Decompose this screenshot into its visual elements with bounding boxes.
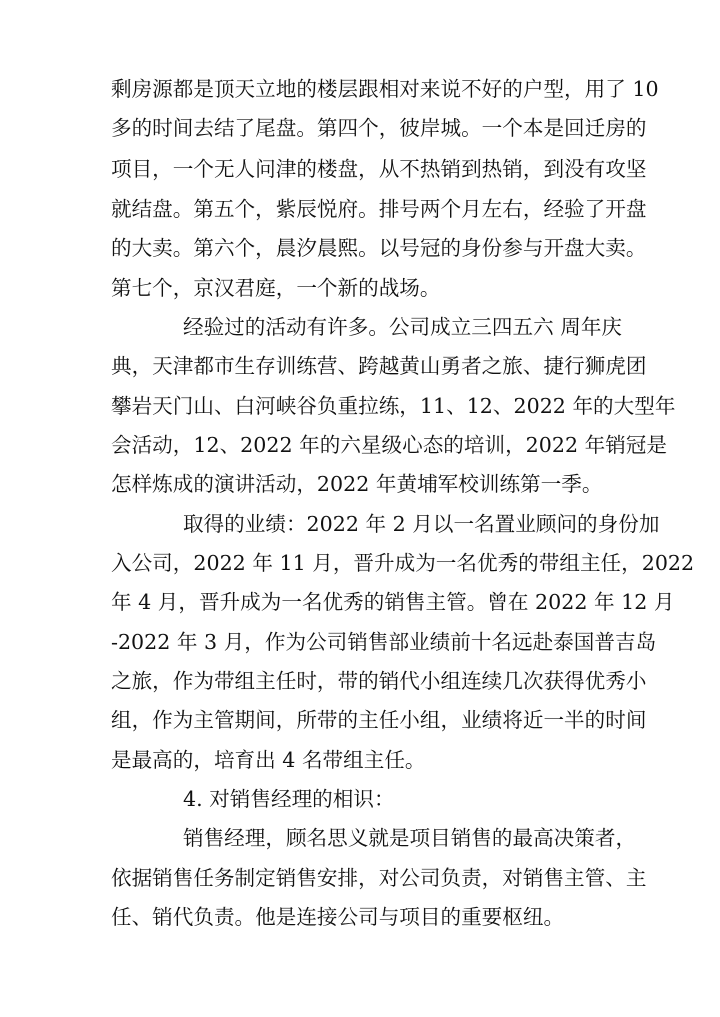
text-line: 怎样炼成的演讲活动，2022 年黄埔军校训练第一季。 [111, 472, 603, 496]
text-line: 年 4 月，晋升成为一名优秀的销售主管。曾在 2022 年 12 月 [111, 590, 675, 614]
paragraph-sales-manager: 销售经理，顾名思义就是项目销售的最高决策者， [183, 826, 637, 850]
text-line: 剩房源都是顶天立地的楼层跟相对来说不好的户型，用了 10 [111, 77, 659, 101]
text-line: 典，天津都市生存训练营、跨越黄山勇者之旅、捷行狮虎团 [111, 354, 647, 378]
text-line: 攀岩天门山、白河峡谷负重拉练，11、12、2022 年的大型年 [111, 394, 676, 418]
text-line: 多的时间去结了尾盘。第四个，彼岸城。一个本是回迁房的 [111, 116, 647, 140]
text-line: 是最高的，培育出 4 名带组主任。 [111, 748, 426, 772]
text-line: 第七个，京汉君庭，一个新的战场。 [111, 276, 441, 300]
section-heading: 4. 对销售经理的相识： [183, 787, 395, 811]
paragraph-achievements: 取得的业绩：2022 年 2 月以一名置业顾问的身份加 [183, 512, 660, 536]
text-line: 就结盘。第五个，紫辰悦府。排号两个月左右，经验了开盘 [111, 197, 647, 221]
text-line: 组，作为主管期间，所带的主任小组，业绩将近一半的时间 [111, 708, 647, 732]
text-line: 的大卖。第六个，晨汐晨熙。以号冠的身份参与开盘大卖。 [111, 236, 647, 260]
text-line: 任、销代负责。他是连接公司与项目的重要枢纽。 [111, 905, 565, 929]
text-line: 依据销售任务制定销售安排，对公司负责，对销售主管、主 [111, 866, 647, 890]
text-line: 入公司，2022 年 11 月，晋升成为一名优秀的带组主任，2022 [111, 551, 695, 575]
text-line: 项目，一个无人问津的楼盘，从不热销到热销，到没有攻坚 [111, 157, 647, 181]
paragraph-activities: 经验过的活动有许多。公司成立三四五六 周年庆 [183, 315, 623, 339]
text-line: 会活动，12、2022 年的六星级心态的培训，2022 年销冠是 [111, 433, 667, 457]
text-line: -2022 年 3 月，作为公司销售部业绩前十名远赴泰国普吉岛 [111, 630, 657, 654]
text-line: 之旅，作为带组主任时，带的销代小组连续几次获得优秀小 [111, 669, 647, 693]
